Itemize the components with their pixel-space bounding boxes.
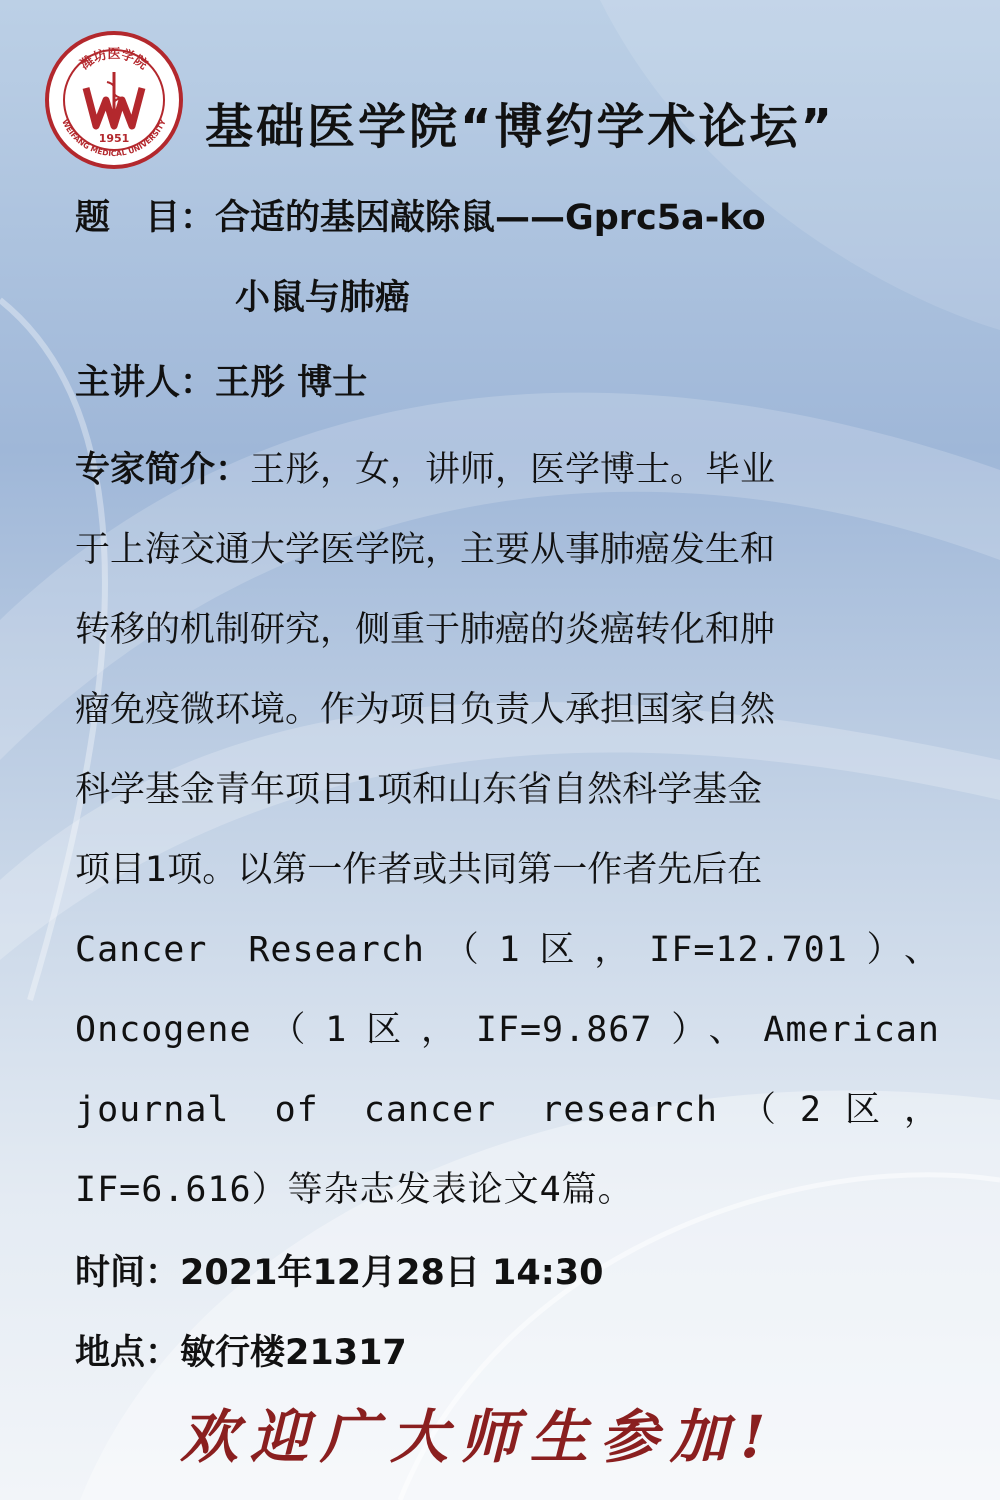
bio-line: 项目1项。以第一作者或共同第一作者先后在	[75, 850, 763, 890]
bio-line: 转移的机制研究，侧重于肺癌的炎癌转化和肿	[75, 610, 776, 650]
forum-title: 基础医学院“博约学术论坛”	[205, 99, 836, 155]
bio-line: 科学基金青年项目1项和山东省自然科学基金	[75, 770, 763, 810]
time-value: 2021年12月28日 14:30	[180, 1253, 604, 1293]
bio-label: 专家简介：	[75, 450, 251, 490]
time-label: 时间：	[75, 1253, 181, 1293]
speaker-value: 王彤 博士	[215, 363, 368, 403]
speaker-row	[75, 355, 367, 405]
place-row	[75, 1325, 407, 1375]
bio-line: journal of cancer research（2区，	[75, 1090, 940, 1130]
university-seal-icon	[44, 30, 184, 170]
time-row	[75, 1245, 603, 1295]
place-label: 地点：	[75, 1333, 181, 1373]
bio-line	[75, 430, 940, 510]
seal-top-text: 潍坊医学院	[77, 46, 151, 73]
bio-text: 王彤，女，讲师，医学博士。毕业	[250, 450, 776, 490]
topic-row	[75, 190, 766, 240]
bio-line: Oncogene（1区，IF=9.867）、American	[75, 1010, 940, 1050]
topic-label: 题 目：	[75, 198, 216, 238]
speaker-label: 主讲人：	[75, 363, 216, 403]
bio-line: IF=6.616）等杂志发表论文4篇。	[75, 1170, 634, 1210]
place-value: 敏行楼21317	[180, 1333, 407, 1373]
topic-value: 合适的基因敲除鼠——Gprc5a-ko	[215, 198, 766, 238]
bio-line: Cancer Research（1区，IF=12.701）、	[75, 930, 940, 970]
topic-value-continued: 小鼠与肺癌	[235, 278, 411, 318]
bio-line: 瘤免疫微环境。作为项目负责人承担国家自然	[75, 690, 776, 730]
seal-bottom-text: WEIFANG MEDICAL UNIVERSITY	[60, 118, 168, 159]
welcome-message: 欢迎广大师生参加!	[180, 1403, 778, 1471]
bio-section	[75, 430, 940, 1230]
bio-line: 于上海交通大学医学院，主要从事肺癌发生和	[75, 530, 776, 570]
seal-year: 1951	[98, 132, 130, 145]
